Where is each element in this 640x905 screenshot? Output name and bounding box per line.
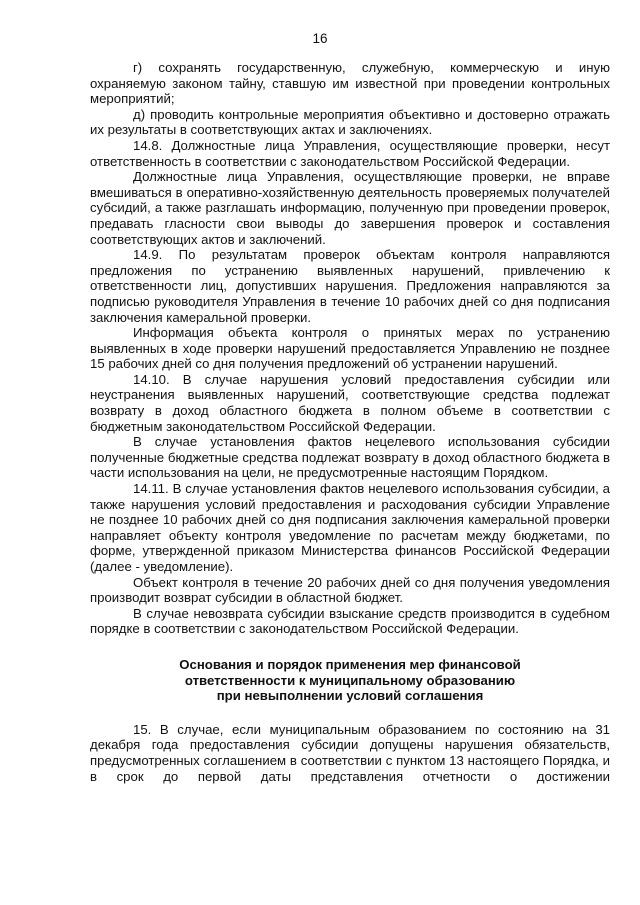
paragraph: Информация объекта контроля о принятых мерах по устранению выявленных в ходе проверки нарушений предоставляется Управлению не позднее 15 рабочих дней со дня получения предложений об устранении нарушений. bbox=[90, 325, 610, 372]
page-number: 16 bbox=[312, 31, 328, 46]
paragraph: 15. В случае, если муниципальным образованием по состоянию на 31 декабря года предоставления субсидии допущены нарушения обязательств, предусмотренных соглашением в соответствии с пунктом 13 настоящего Порядка, и в срок до первой даты представления отчетности о достижении bbox=[90, 721, 610, 784]
paragraph: д) проводить контрольные мероприятия объективно и достоверно отражать их результаты в соответствующих актах и заключениях. bbox=[90, 106, 610, 138]
paragraph: 14.9. По результатам проверок объектам контроля направляются предложения по устранению выявленных нарушений, привлечению к ответственности лиц, допустивших нарушения. Предложения направляются за подписью руководителя Управления в течение 10 рабочих дней со дня подписания заключения камеральной проверки. bbox=[90, 247, 610, 325]
section-heading-line: ответственности к муниципальному образованию bbox=[184, 672, 516, 688]
paragraph: 14.11. В случае установления фактов нецелевого использования субсидии, а также нарушения условий предоставления и расходования субсидии Управление не позднее 10 рабочих дней со дня подписания заключения камеральной проверки направляет объекту контроля уведомление по расчетам между бюджетами, по форме, утвержденной приказом Министерства финансов Российской Федерации (далее - уведомление). bbox=[90, 481, 610, 574]
paragraph: В случае невозврата субсидии взыскание средств производится в судебном порядке в соответствии с законодательством Российской Федерации. bbox=[90, 605, 610, 637]
paragraph: В случае установления фактов нецелевого использования субсидии полученные бюджетные средства подлежат возврату в доход областного бюджета в части использования на цели, не предусмотренные настоящим Порядком. bbox=[90, 434, 610, 481]
paragraph: Объект контроля в течение 20 рабочих дней со дня получения уведомления производит возврат субсидии в областной бюджет. bbox=[90, 574, 610, 606]
section-heading bbox=[90, 657, 610, 704]
paragraph: 14.8. Должностные лица Управления, осуществляющие проверки, несут ответственность в соответствии с законодательством Российской Федерации. bbox=[90, 137, 610, 169]
paragraph: 14.10. В случае нарушения условий предоставления субсидии или неустранения выявленных нарушений, соответствующие средства подлежат возврату в доход областного бюджета в полном объеме в соответствии с бюджетным законодательством Российской Федерации. bbox=[90, 371, 610, 434]
section-heading-line: Основания и порядок применения мер финансовой bbox=[179, 656, 521, 672]
paragraph: Должностные лица Управления, осуществляющие проверки, не вправе вмешиваться в оперативно-хозяйственную деятельность проверяемых получателей субсидий, а также разглашать информацию, полученную при проведении проверок, предавать гласности свои выводы до завершения проверок и составления соответствующих актов и заключений. bbox=[90, 169, 610, 247]
document-body bbox=[90, 60, 610, 784]
paragraph: г) сохранять государственную, служебную, коммерческую и иную охраняемую законом тайну, ставшую им известной при проведении контрольных мероприятий; bbox=[90, 60, 610, 107]
section-heading-line: при невыполнении условий соглашения bbox=[216, 688, 484, 704]
